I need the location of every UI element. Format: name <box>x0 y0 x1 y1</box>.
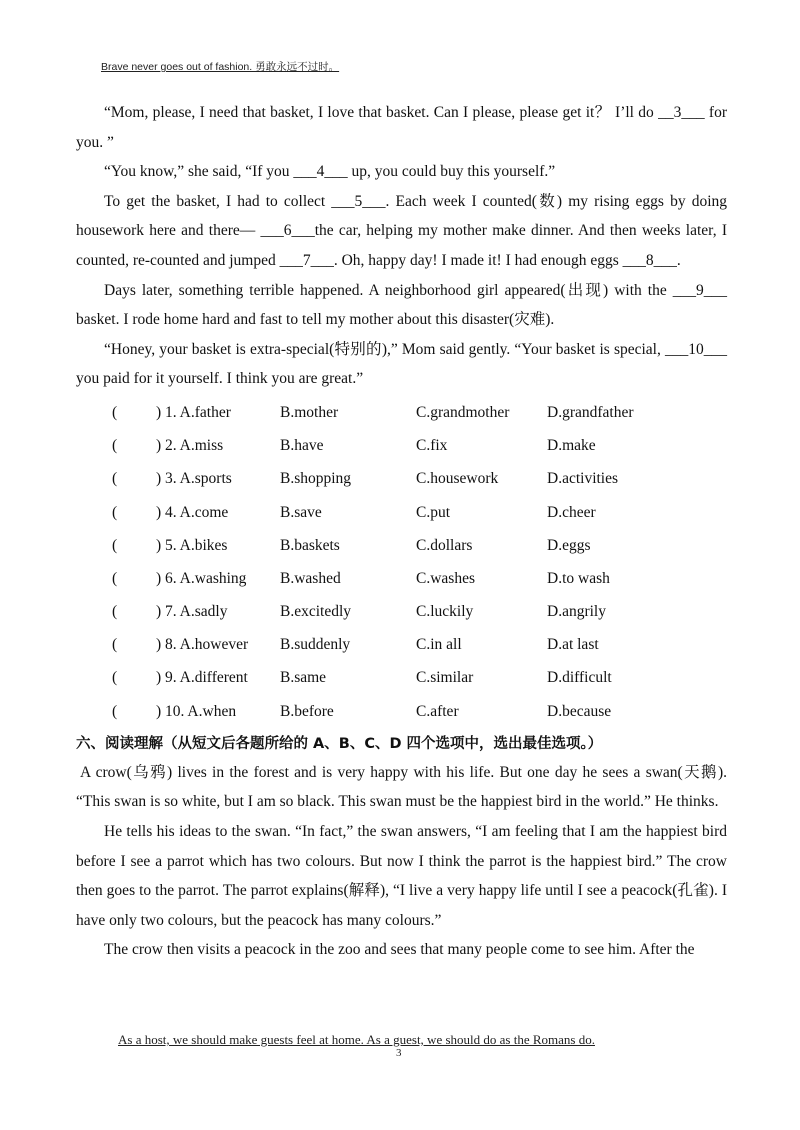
question-row <box>76 628 727 661</box>
answer-blank[interactable]: ( <box>112 669 118 687</box>
page-footer-quote: As a host, we should make guests feel at home. As a guest, we should do as the Romans do. <box>118 1032 595 1047</box>
option-c: C.grandmother <box>416 403 510 421</box>
option-a: ) 7. A.sadly <box>156 603 228 621</box>
option-c: C.similar <box>416 669 474 687</box>
option-b: B.same <box>280 669 327 687</box>
option-a: ) 2. A.miss <box>156 437 224 455</box>
question-row <box>76 661 727 694</box>
answer-blank[interactable]: ( <box>112 603 118 621</box>
option-c: C.dollars <box>416 536 473 554</box>
page-number: 3 <box>396 1047 402 1059</box>
answer-blank[interactable]: ( <box>112 503 118 521</box>
passage-paragraph: To get the basket, I had to collect ___5___. Each week I counted(数) my rising eggs by doing housework here and there— ___6___the car, helping my mother make dinner. And then weeks later, I counted, re-counted and jumped ___7___. Oh, happy day! I made it! I had enough eggs ___8___. <box>76 192 727 269</box>
option-a: ) 5. A.bikes <box>156 536 228 554</box>
option-d: D.because <box>547 702 612 720</box>
option-d: D.make <box>547 437 596 455</box>
option-c: C.washes <box>416 569 475 587</box>
passage-paragraph: “Honey, your basket is extra-special(特别的),” Mom said gently. “Your basket is special, ___10___ you paid for it yourself. I think you are great.” <box>76 340 727 388</box>
option-b: B.mother <box>280 403 339 421</box>
option-a: ) 4. A.come <box>156 503 229 521</box>
question-row <box>76 462 727 495</box>
question-row <box>76 562 727 595</box>
answer-blank[interactable]: ( <box>112 702 118 720</box>
reading-paragraph: A crow(乌鸦) lives in the forest and is very happy with his life. But one day he sees a swan(天鹅). “This swan is so white, but I am so black. This swan must be the happiest bird in the world.” He thinks. <box>76 763 727 811</box>
passage-paragraph: Days later, something terrible happened. A neighborhood girl appeared(出现) with the ___9___ basket. I rode home hard and fast to tell my mother about this disaster(灾难). <box>76 281 727 329</box>
passage-paragraph: “You know,” she said, “If you ___4___ up, you could buy this yourself.” <box>104 163 556 181</box>
option-c: C.fix <box>416 437 448 455</box>
passage-paragraph: “Mom, please, I need that basket, I love that basket. Can I please, please get it？ I’ll do __3___ for you. ” <box>76 104 727 151</box>
reading-paragraph: He tells his ideas to the swan. “In fact,” the swan answers, “I am feeling that I am the happiest bird before I see a parrot which has two colours. But now I think the parrot is the happiest bird.” The crow then goes to the parrot. The parrot explains(解释), “I live a very happy life until I see a peacock(孔雀). I have only two colours, but the peacock has many colours.” <box>76 823 727 929</box>
option-b: B.shopping <box>280 470 352 488</box>
option-c: C.after <box>416 702 459 720</box>
answer-blank[interactable]: ( <box>112 569 118 587</box>
worksheet-content <box>76 98 727 965</box>
option-d: D.cheer <box>547 503 596 521</box>
question-row <box>76 396 727 429</box>
answer-blank[interactable]: ( <box>112 536 118 554</box>
option-a: ) 10. A.when <box>156 702 237 720</box>
option-d: D.at last <box>547 636 599 654</box>
question-row <box>76 695 727 728</box>
question-row <box>76 496 727 529</box>
option-c: C.put <box>416 503 451 521</box>
question-row <box>76 429 727 462</box>
option-d: D.eggs <box>547 536 591 554</box>
answer-blank[interactable]: ( <box>112 636 118 654</box>
option-a: ) 8. A.however <box>156 636 249 654</box>
option-b: B.have <box>280 437 324 455</box>
answer-blank[interactable]: ( <box>112 470 118 488</box>
option-b: B.excitedly <box>280 603 352 621</box>
option-a: ) 3. A.sports <box>156 470 232 488</box>
question-row <box>76 595 727 628</box>
option-b: B.save <box>280 503 322 521</box>
option-c: C.luckily <box>416 603 474 621</box>
question-row <box>76 529 727 562</box>
cloze-options-list <box>76 396 727 728</box>
answer-blank[interactable]: ( <box>112 437 118 455</box>
option-b: B.baskets <box>280 536 340 554</box>
option-d: D.activities <box>547 470 619 488</box>
option-b: B.suddenly <box>280 636 351 654</box>
option-b: B.washed <box>280 569 341 587</box>
answer-blank[interactable]: ( <box>112 403 118 421</box>
option-a: ) 9. A.different <box>156 669 248 687</box>
option-a: ) 1. A.father <box>156 403 231 421</box>
option-c: C.housework <box>416 470 499 488</box>
option-b: B.before <box>280 702 334 720</box>
page-header-motto: Brave never goes out of fashion. 勇敢永远不过时。 <box>101 61 340 73</box>
option-d: D.to wash <box>547 569 610 587</box>
option-d: D.difficult <box>547 669 612 687</box>
option-a: ) 6. A.washing <box>156 569 247 587</box>
option-d: D.angrily <box>547 603 606 621</box>
option-c: C.in all <box>416 636 462 654</box>
section-title-reading: 六、阅读理解（从短文后各题所给的 A、B、C、D 四个选项中，选出最佳选项。） <box>76 735 603 752</box>
option-d: D.grandfather <box>547 403 634 421</box>
reading-paragraph: The crow then visits a peacock in the zoo and sees that many people come to see him. After the <box>104 941 695 959</box>
